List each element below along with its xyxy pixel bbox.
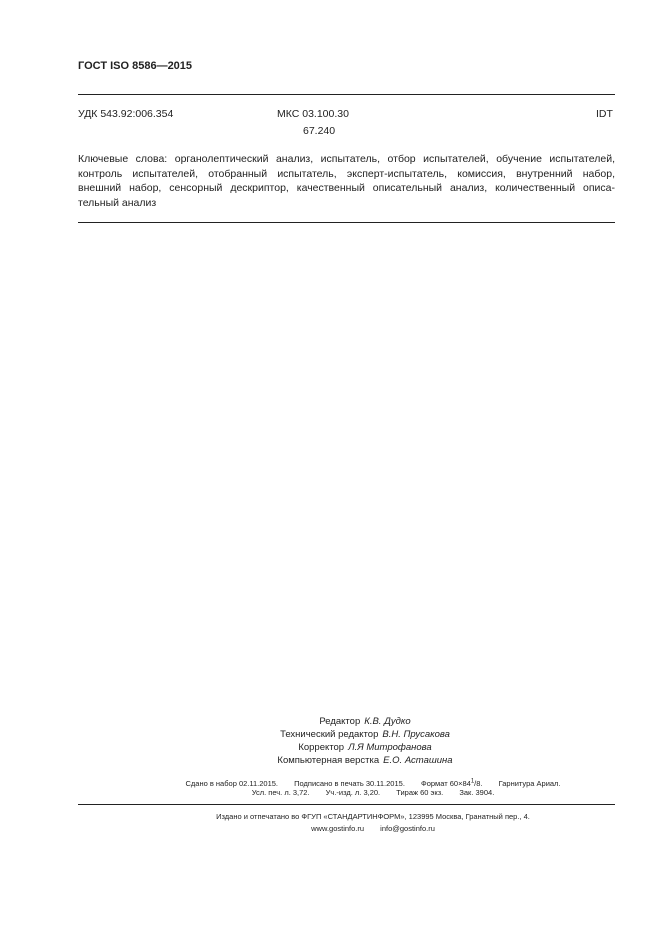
circulation: Тираж 60 экз. xyxy=(396,788,444,797)
credit-role: Компьютерная верстка xyxy=(277,755,380,766)
udk-code: УДК 543.92:006.354 xyxy=(78,108,174,120)
mks-code: МКС 03.100.30 xyxy=(277,108,349,120)
divider xyxy=(78,804,615,805)
divider xyxy=(78,222,615,223)
credits xyxy=(78,715,652,767)
credit-role: Технический редактор xyxy=(280,729,379,740)
credit-proofreader xyxy=(78,741,652,754)
divider xyxy=(78,94,615,95)
credit-tech-editor xyxy=(78,728,652,741)
typeface: Гарнитура Ариал. xyxy=(498,778,561,788)
email-link[interactable]: info@gostinfo.ru xyxy=(380,824,435,833)
publisher-line: Издано и отпечатано во ФГУП «СТАНДАРТИНФОРМ», 123995 Москва, Гранатный пер., 4. xyxy=(216,812,530,821)
imprint-line-2 xyxy=(78,787,661,798)
website-link[interactable]: www.gostinfo.ru xyxy=(311,824,365,833)
signed-date: Подписано в печать 30.11.2015. xyxy=(294,778,405,788)
submitted-date: Сдано в набор 02.11.2015. xyxy=(185,778,279,788)
format-prefix: Формат 60×84 xyxy=(421,778,471,788)
credit-name: Л.Я Митрофанова xyxy=(348,742,432,753)
credit-role: Корректор xyxy=(298,742,345,753)
credit-layout xyxy=(78,754,652,767)
mks-code-2: 67.240 xyxy=(303,125,336,137)
publisher-contacts xyxy=(78,823,661,834)
credit-editor xyxy=(78,715,652,728)
credit-name: В.Н. Прусакова xyxy=(382,729,450,740)
idt-code: IDT xyxy=(596,108,613,120)
keywords-line: контроль испытателей, отобранный испытатель, эксперт-испытатель, комиссия, внутренний набор, xyxy=(78,167,615,180)
credit-role: Редактор xyxy=(319,716,361,727)
order-number: Зак. 3904. xyxy=(459,788,495,797)
format-sub: /8. xyxy=(474,778,483,788)
format-sup: 1 xyxy=(470,778,475,784)
print-sheets: Усл. печ. л. 3,72. xyxy=(251,788,310,797)
credit-name: Е.О. Асташина xyxy=(383,755,453,766)
keywords-line: Ключевые слова: органолептический анализ, испытатель, отбор испытателей, обучение испытателей, xyxy=(78,153,615,165)
standard-title: ГОСТ ISO 8586—2015 xyxy=(78,60,193,72)
pub-sheets: Уч.-изд. л. 3,20. xyxy=(325,788,381,797)
credit-name: К.В. Дудко xyxy=(364,716,411,727)
keywords-line: тельный анализ xyxy=(78,196,157,209)
keywords-line: внешний набор, сенсорный дескриптор, качественный описательный анализ, количественный описа- xyxy=(78,182,615,194)
keywords xyxy=(78,152,615,210)
